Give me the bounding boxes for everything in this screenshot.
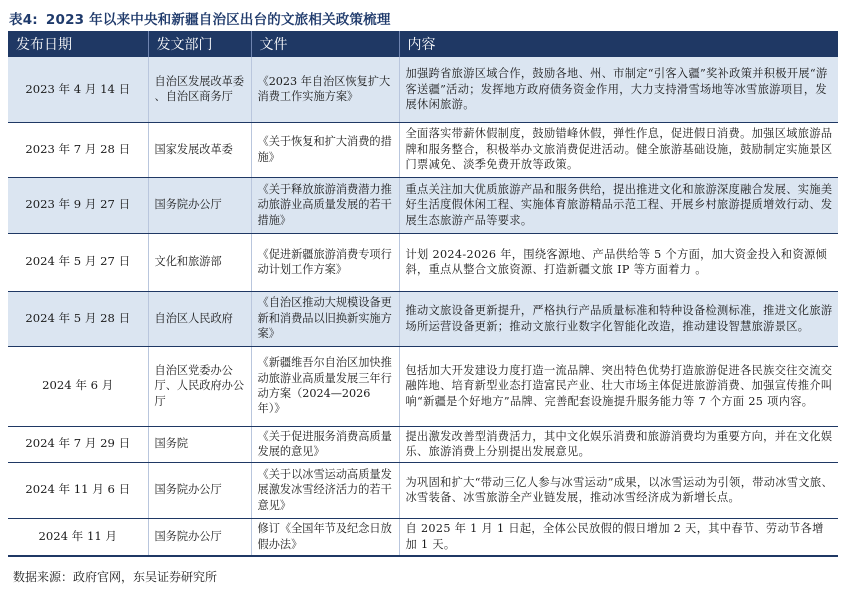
cell-department: 自治区人民政府: [148, 291, 251, 346]
cell-department: 国务院办公厅: [148, 462, 251, 518]
table-row: [8, 426, 838, 462]
cell-document: 《新疆维吾尔自治区加快推动旅游业高质量发展三年行动方案（2024—2026 年）》: [251, 346, 399, 426]
table-row: [8, 518, 838, 556]
cell-department: 自治区发展改革委 、自治区商务厅: [148, 57, 251, 122]
cell-department: 自治区党委办公厅、人民政府办公厅: [148, 346, 251, 426]
cell-department: 国家发展改革委: [148, 122, 251, 177]
table-header-row: [8, 31, 838, 57]
cell-content: 为巩固和扩大“带动三亿人参与冰雪运动”成果，以冰雪运动为引领，带动冰雪文旅、冰雪装备、冰雪旅游全产业链发展，推动冰雪经济成为新增长点。: [399, 462, 838, 518]
table-row: [8, 57, 838, 122]
cell-date: 2023 年 9 月 27 日: [8, 177, 148, 233]
cell-content: 全面落实带薪休假制度，鼓励错峰休假，弹性作息，促进假日消费。加强区域旅游品牌和服务整合，积极举办文旅消费促进活动。健全旅游基础设施，鼓励制定实施景区门票减免、淡季免费开放等政策。: [399, 122, 838, 177]
cell-document: 修订《全国年节及纪念日放假办法》: [251, 518, 399, 556]
cell-department: 国务院办公厅: [148, 518, 251, 556]
table-row: [8, 233, 838, 291]
header-department: 发文部门: [148, 31, 251, 57]
cell-content: 计划 2024-2026 年，围绕客源地、产品供给等 5 个方面，加大资金投入和资源倾斜，重点从整合文旅资源、打造新疆文旅 IP 等方面着力 。: [399, 233, 838, 291]
cell-date: 2024 年 7 月 29 日: [8, 426, 148, 462]
table-row: [8, 462, 838, 518]
table-row: [8, 122, 838, 177]
cell-document: 《关于促进服务消费高质量发展的意见》: [251, 426, 399, 462]
header-content: 内容: [399, 31, 838, 57]
cell-document: 《自治区推动大规模设备更新和消费品以旧换新实施方案》: [251, 291, 399, 346]
cell-document: 《2023 年自治区恢复扩大消费工作实施方案》: [251, 57, 399, 122]
header-document: 文件: [251, 31, 399, 57]
table-title-text: 2023 年以来中央和新疆自治区出台的文旅相关政策梳理: [45, 12, 391, 28]
cell-date: 2024 年 5 月 27 日: [8, 233, 148, 291]
cell-date: 2023 年 4 月 14 日: [8, 57, 148, 122]
cell-document: 《关于以冰雪运动高质量发展激发冰雪经济活力的若干意见》: [251, 462, 399, 518]
cell-department: 国务院: [148, 426, 251, 462]
cell-content: 推动文旅设备更新提升，严格执行产品质量标准和特种设备检测标准，推进文化旅游场所运营设备更新；推动文旅行业数字化智能化改造，推动建设智慧旅游景区。: [399, 291, 838, 346]
cell-department: 国务院办公厅: [148, 177, 251, 233]
cell-content: 提出激发改善型消费活力，其中文化娱乐消费和旅游消费均为重要方向，并在文化娱乐、旅游消费上分别提出发展意见。: [399, 426, 838, 462]
table-title: [9, 8, 391, 28]
cell-content: 加强跨省旅游区域合作，鼓励各地、州、市制定“引客入疆”奖补政策并积极开展“游客送疆”活动；发挥地方政府债务资金作用，大力支持滑雪场地等冰雪旅游项目，发展休闲旅游。: [399, 57, 838, 122]
cell-date: 2024 年 6 月: [8, 346, 148, 426]
cell-department: 文化和旅游部: [148, 233, 251, 291]
cell-date: 2023 年 7 月 28 日: [8, 122, 148, 177]
cell-content: 重点关注加大优质旅游产品和服务供给，提出推进文化和旅游深度融合发展、实施美好生活度假休闲工程、实施体育旅游精品示范工程、开展乡村旅游提质增效行动、发展生态旅游产品等要求。: [399, 177, 838, 233]
header-date: 发布日期: [8, 31, 148, 57]
cell-content: 自 2025 年 1 月 1 日起，全体公民放假的假日增加 2 天，其中春节、劳动节各增加 1 天。: [399, 518, 838, 556]
cell-content: 包括加大开发建设力度打造一流品牌、突出特色优势打造旅游促进各民族交往交流交融阵地、培育新型业态打造富民产业、壮大市场主体促进旅游消费、加强宣传推介叫响“新疆是个好地方”品牌、完善配套设施提升服务能力等 7 个方面 25 项内容。: [399, 346, 838, 426]
cell-document: 《关于释放旅游消费潜力推动旅游业高质量发展的若干措施》: [251, 177, 399, 233]
table-row: [8, 291, 838, 346]
table-row: [8, 177, 838, 233]
cell-document: 《促进新疆旅游消费专项行动计划工作方案》: [251, 233, 399, 291]
cell-date: 2024 年 11 月: [8, 518, 148, 556]
data-source-note: 数据来源：政府官网，东吴证券研究所: [13, 570, 218, 584]
policy-table: [8, 31, 838, 557]
table-row: [8, 346, 838, 426]
cell-document: 《关于恢复和扩大消费的措施》: [251, 122, 399, 177]
cell-date: 2024 年 11 月 6 日: [8, 462, 148, 518]
table-number: 表4:: [9, 12, 38, 28]
cell-date: 2024 年 5 月 28 日: [8, 291, 148, 346]
